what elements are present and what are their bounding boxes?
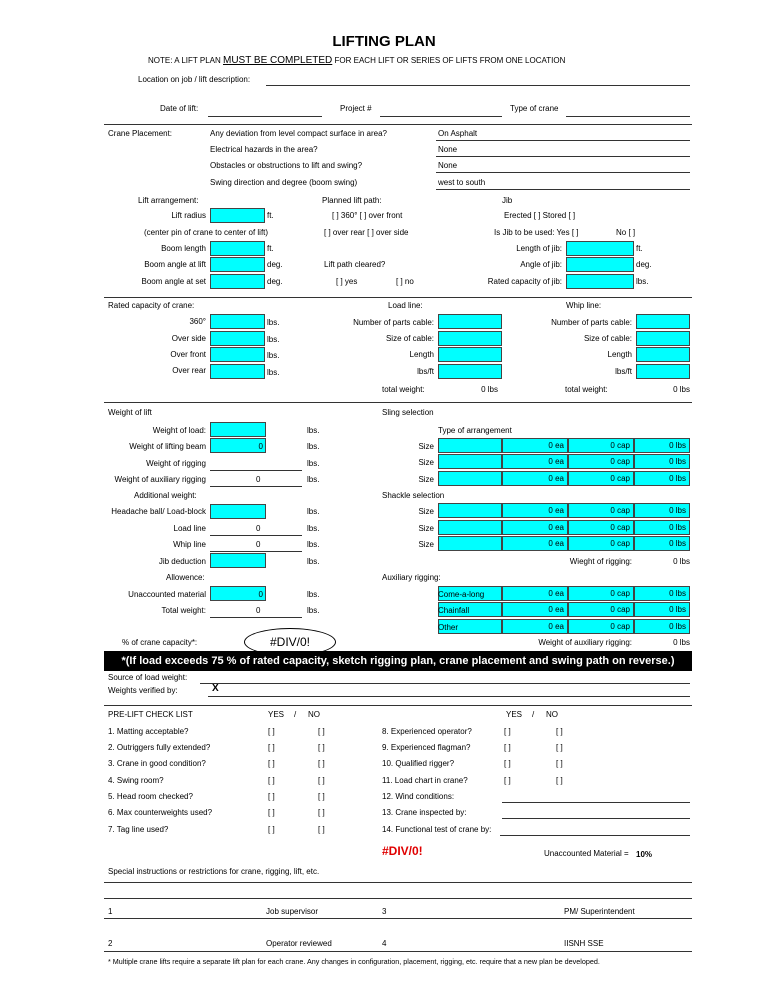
check-yes-box[interactable]: [ ] xyxy=(268,759,275,768)
aux-chainfall: Chainfall xyxy=(438,606,470,615)
load-parts-field[interactable] xyxy=(438,314,502,329)
weight-value: 0 lbs xyxy=(669,622,686,631)
check-item-right: 12. Wind conditions: xyxy=(382,792,455,801)
underline xyxy=(436,140,690,141)
crane-type-field[interactable] xyxy=(566,116,690,117)
check-item-left: 1. Matting acceptable? xyxy=(108,727,189,736)
check-no-box[interactable]: [ ] xyxy=(318,792,325,801)
no-header-2: NO xyxy=(546,710,558,719)
cap-360-field[interactable] xyxy=(210,314,265,329)
check-no-box[interactable]: [ ] xyxy=(318,759,325,768)
divider xyxy=(104,705,692,706)
note-emphasis: MUST BE COMPLETED xyxy=(223,55,333,66)
underline xyxy=(436,189,690,190)
jib-deduction-label: Jib deduction xyxy=(158,557,206,566)
total-weight-label: Total weight: xyxy=(161,606,206,615)
divider xyxy=(104,124,692,125)
check-no-box[interactable]: [ ] xyxy=(556,759,563,768)
size-label: Size xyxy=(418,475,434,484)
boom-angle-lift-label: Boom angle at lift xyxy=(144,260,206,269)
special-line-2[interactable] xyxy=(104,898,692,899)
check-item-left: 7. Tag line used? xyxy=(108,825,169,834)
cap-side-label: Over side xyxy=(171,334,206,343)
weight-value: 0 lbs xyxy=(669,441,686,450)
path-cleared-yes[interactable]: [ ] yes xyxy=(336,277,358,286)
check-item-right: 9. Experienced flagman? xyxy=(382,743,471,752)
sling-type-field[interactable] xyxy=(438,438,502,453)
note-suffix: FOR EACH LIFT OR SERIES OF LIFTS FROM ONE LOCATION xyxy=(334,56,566,65)
jib-used-no[interactable]: No [ ] xyxy=(616,228,636,237)
unaccounted-label: Unaccounted material xyxy=(128,590,206,599)
check-item-right: 10. Qualified rigger? xyxy=(382,759,455,768)
date-label: Date of lift: xyxy=(160,104,199,113)
qty-value: 0 ea xyxy=(548,605,564,614)
whip-line-weight-value: 0 xyxy=(256,540,261,549)
underline xyxy=(210,486,302,487)
load-lbsft-label: lbs/ft xyxy=(417,367,434,376)
qty-value: 0 ea xyxy=(548,474,564,483)
check-yes-box[interactable]: [ ] xyxy=(268,743,275,752)
unit-deg: deg. xyxy=(267,277,283,286)
sling-type-field[interactable] xyxy=(438,536,502,551)
unit-lbs: lbs. xyxy=(307,507,320,516)
jib-label: Jib xyxy=(502,196,513,205)
sig-label-2: Operator reviewed xyxy=(266,939,332,948)
boom-angle-set-field[interactable] xyxy=(210,274,265,289)
unit-deg: deg. xyxy=(636,260,652,269)
placement-q3: Obstacles or obstructions to lift and swing? xyxy=(210,161,363,170)
weight-value: 0 lbs xyxy=(669,605,686,614)
underline xyxy=(210,551,302,552)
qty-value: 0 ea xyxy=(548,523,564,532)
load-line-weight-value: 0 xyxy=(256,524,261,533)
sling-type-field[interactable] xyxy=(438,520,502,535)
size-label: Size xyxy=(418,524,434,533)
check-yes-box[interactable]: [ ] xyxy=(504,727,511,736)
whip-line-label: Whip line: xyxy=(566,301,602,310)
lift-radius-label: Lift radius xyxy=(171,211,206,220)
whip-size-field[interactable] xyxy=(636,331,690,346)
footnote: * Multiple crane lifts require a separate lift plan for each crane. Any changes in configuration, placement, rigging, etc. require that a new plan be developed. xyxy=(108,957,600,966)
capacity-value: 0 cap xyxy=(610,622,630,631)
whip-lbsft-label: lbs/ft xyxy=(615,367,632,376)
unit-lbs: lbs. xyxy=(307,540,320,549)
sling-label: Sling selection xyxy=(382,408,434,417)
unit-lbs: lbs. xyxy=(267,335,280,344)
placement-q4: Swing direction and degree (boom swing) xyxy=(210,178,358,187)
unit-ft: ft. xyxy=(267,211,274,220)
whip-parts-field[interactable] xyxy=(636,314,690,329)
capacity-value: 0 cap xyxy=(610,605,630,614)
whip-line-weight-label: Whip line xyxy=(173,540,206,549)
placement-a4[interactable]: west to south xyxy=(438,178,486,187)
arrangement-type-label: Type of arrangement xyxy=(438,426,512,435)
checklist-title: PRE-LIFT CHECK LIST xyxy=(108,710,193,719)
sig-label-1: Job supervisor xyxy=(266,907,319,916)
check-yes-box[interactable]: [ ] xyxy=(268,808,275,817)
verified-label: Weights verified by: xyxy=(108,686,178,695)
check-yes-box[interactable]: [ ] xyxy=(504,759,511,768)
divider xyxy=(104,297,692,298)
source-label: Source of load weight: xyxy=(108,673,188,682)
qty-value: 0 ea xyxy=(548,457,564,466)
unaccounted-material-label: Unaccounted Material = xyxy=(544,849,629,858)
whip-length-field[interactable] xyxy=(636,347,690,362)
cap-front-label: Over front xyxy=(170,350,206,359)
weight-beam-label: Weight of lifting beam xyxy=(129,442,206,451)
weight-load-label: Weight of load: xyxy=(152,426,206,435)
qty-value: 0 ea xyxy=(548,506,564,515)
yes-header: YES xyxy=(268,710,285,719)
unit-lbs: lbs. xyxy=(307,606,320,615)
load-length-field[interactable] xyxy=(438,347,502,362)
sig-number-1: 1 xyxy=(108,907,113,916)
whip-total-label: total weight: xyxy=(565,385,608,394)
unit-ft: ft. xyxy=(636,244,643,253)
check-item-right: 13. Crane inspected by: xyxy=(382,808,467,817)
size-label: Size xyxy=(418,507,434,516)
aux-come-a-long: Come-a-long xyxy=(438,590,485,599)
check-yes-box[interactable]: [ ] xyxy=(504,776,511,785)
check-no-box[interactable]: [ ] xyxy=(318,743,325,752)
path-cleared-label: Lift path cleared? xyxy=(324,260,386,269)
check-no-box[interactable]: [ ] xyxy=(318,808,325,817)
sig-number-3: 3 xyxy=(382,907,387,916)
size-label: Size xyxy=(418,442,434,451)
sig-line-1[interactable] xyxy=(104,918,692,919)
placement-a2[interactable]: None xyxy=(438,145,458,154)
unit-lbs: lbs. xyxy=(267,318,280,327)
unit-lbs: lbs. xyxy=(307,442,320,451)
check-item-left: 2. Outriggers fully extended? xyxy=(108,743,211,752)
load-length-label: Length xyxy=(409,350,434,359)
placement-a1[interactable]: On Asphalt xyxy=(438,129,478,138)
check-no-box[interactable]: [ ] xyxy=(318,825,325,834)
unaccounted-value: 0 xyxy=(258,590,263,599)
note xyxy=(148,56,565,66)
check-yes-box[interactable]: [ ] xyxy=(268,727,275,736)
boom-length-label: Boom length xyxy=(161,244,206,253)
check-answer-line[interactable] xyxy=(500,835,690,836)
check-answer-line[interactable] xyxy=(502,818,690,819)
capacity-value: 0 cap xyxy=(610,457,630,466)
whip-size-label: Size of cable: xyxy=(583,334,632,343)
sling-type-field[interactable] xyxy=(438,454,502,469)
capacity-value: 0 cap xyxy=(610,506,630,515)
load-size-field[interactable] xyxy=(438,331,502,346)
unit-deg: deg. xyxy=(267,260,283,269)
placement-q2: Electrical hazards in the area? xyxy=(210,145,318,154)
weight-label: Weight of lift xyxy=(108,408,152,417)
boom-length-field[interactable] xyxy=(210,241,265,256)
sling-type-field[interactable] xyxy=(438,471,502,486)
crane-type-label: Type of crane xyxy=(510,104,559,113)
unit-lbs: lbs. xyxy=(307,426,320,435)
unit-lbs: lbs. xyxy=(307,557,320,566)
jib-angle-label: Angle of jib: xyxy=(520,260,562,269)
jib-deduction-field[interactable] xyxy=(210,553,266,568)
path-cleared-no[interactable]: [ ] no xyxy=(396,277,414,286)
planned-path-label: Planned lift path: xyxy=(322,196,382,205)
sig-label-3: PM/ Superintendent xyxy=(564,907,635,916)
unit-ft: ft. xyxy=(267,244,274,253)
jib-rated-field[interactable] xyxy=(566,274,634,289)
headache-ball-label: Headache ball/ Load-block xyxy=(111,507,206,516)
shackle-label: Shackle selection xyxy=(382,491,445,500)
lift-radius-field[interactable] xyxy=(210,208,265,223)
sling-type-field[interactable] xyxy=(438,503,502,518)
cap-front-field[interactable] xyxy=(210,347,265,362)
check-yes-box[interactable]: [ ] xyxy=(268,825,275,834)
check-no-box[interactable]: [ ] xyxy=(318,776,325,785)
check-answer-line[interactable] xyxy=(502,802,690,803)
slash: / xyxy=(532,710,535,719)
weight-value: 0 lbs xyxy=(669,474,686,483)
capacity-value: 0 cap xyxy=(610,523,630,532)
sig-number-4: 4 xyxy=(382,939,387,948)
qty-value: 0 ea xyxy=(548,622,564,631)
special-instructions-label: Special instructions or restrictions for crane, rigging, lift, etc. xyxy=(108,867,320,876)
weight-value: 0 lbs xyxy=(669,457,686,466)
jib-used-yes[interactable]: Is Jib to be used: Yes [ ] xyxy=(494,228,579,237)
location-field[interactable] xyxy=(266,85,690,86)
sig-label-4: IISNH SSE xyxy=(564,939,604,948)
rated-capacity-label: Rated capacity of crane: xyxy=(108,301,195,310)
unit-lbs: lbs. xyxy=(267,368,280,377)
aux-weight-label: Weight of auxiliary rigging: xyxy=(538,638,632,647)
no-header: NO xyxy=(308,710,320,719)
load-line-label: Load line: xyxy=(388,301,423,310)
whip-total-value: 0 lbs xyxy=(673,385,690,394)
aux-other: Other xyxy=(438,623,459,632)
aux-weight-value: 0 lbs xyxy=(673,638,690,647)
underline xyxy=(436,172,690,173)
check-item-left: 6. Max counterweights used? xyxy=(108,808,213,817)
capacity-value: 0 cap xyxy=(610,589,630,598)
error-value: #DIV/0! xyxy=(382,844,423,858)
warning-banner: *(If load exceeds 75 % of rated capacity, sketch rigging plan, crane placement and swing path on reverse.) xyxy=(104,651,692,671)
placement-q1: Any deviation from level compact surface in area? xyxy=(210,129,387,138)
weight-load-field[interactable] xyxy=(210,422,266,437)
jib-rated-label: Rated capacity of jib: xyxy=(487,277,562,286)
check-item-left: 4. Swing room? xyxy=(108,776,164,785)
whip-parts-label: Number of parts cable: xyxy=(551,318,632,327)
weight-value: 0 lbs xyxy=(669,523,686,532)
allowance-label: Allowence: xyxy=(166,573,205,582)
unaccounted-material-value: 10% xyxy=(636,850,653,859)
check-no-box[interactable]: [ ] xyxy=(556,776,563,785)
sig-number-2: 2 xyxy=(108,939,113,948)
slash: / xyxy=(294,710,297,719)
qty-value: 0 ea xyxy=(548,539,564,548)
placement-label: Crane Placement: xyxy=(108,129,173,138)
unit-lbs: lbs. xyxy=(307,459,320,468)
load-size-label: Size of cable: xyxy=(385,334,434,343)
cap-rear-field[interactable] xyxy=(210,364,265,379)
headache-ball-field[interactable] xyxy=(210,504,266,519)
aux-rigging-label: Auxiliary rigging: xyxy=(382,573,441,582)
weight-value: 0 lbs xyxy=(669,539,686,548)
check-item-right: 14. Functional test of crane by: xyxy=(382,825,492,834)
project-label: Project # xyxy=(340,104,372,113)
weight-beam-value: 0 xyxy=(258,442,263,451)
project-field[interactable] xyxy=(380,116,502,117)
unit-lbs: lbs. xyxy=(267,351,280,360)
crane-capacity-pct-value: #DIV/0! xyxy=(244,628,336,656)
load-total-value: 0 lbs xyxy=(481,385,498,394)
jib-length-label: Length of jib: xyxy=(516,244,562,253)
check-yes-box[interactable]: [ ] xyxy=(268,776,275,785)
note-prefix: NOTE: A LIFT PLAN xyxy=(148,56,221,65)
cap-360-label: 360° xyxy=(189,317,206,326)
check-no-box[interactable]: [ ] xyxy=(556,743,563,752)
load-total-label: total weight: xyxy=(382,385,425,394)
divider xyxy=(104,402,692,403)
unit-lbs: lbs. xyxy=(307,475,320,484)
source-field[interactable] xyxy=(200,683,690,684)
load-parts-label: Number of parts cable: xyxy=(353,318,434,327)
load-line-weight-label: Load line xyxy=(173,524,206,533)
jib-erected-stored[interactable]: Erected [ ] Stored [ ] xyxy=(504,211,576,220)
check-yes-box[interactable]: [ ] xyxy=(268,792,275,801)
check-item-left: 5. Head room checked? xyxy=(108,792,193,801)
additional-weight-label: Additional weight: xyxy=(134,491,197,500)
capacity-value: 0 cap xyxy=(610,539,630,548)
underline xyxy=(210,535,302,536)
weight-value: 0 lbs xyxy=(669,589,686,598)
check-item-left: 3. Crane in good condition? xyxy=(108,759,206,768)
unit-lbs: lbs. xyxy=(307,524,320,533)
size-label: Size xyxy=(418,540,434,549)
rigging-weight-value: 0 lbs xyxy=(673,557,690,566)
check-no-box[interactable]: [ ] xyxy=(318,727,325,736)
cap-side-field[interactable] xyxy=(210,331,265,346)
whip-length-label: Length xyxy=(607,350,632,359)
weight-aux-label: Weight of auxiliary rigging xyxy=(114,475,206,484)
weight-value: 0 lbs xyxy=(669,506,686,515)
jib-length-field[interactable] xyxy=(566,241,634,256)
unit-lbs: lbs. xyxy=(636,277,649,286)
center-pin-note: (center pin of crane to center of lift) xyxy=(144,228,269,237)
qty-value: 0 ea xyxy=(548,441,564,450)
underline xyxy=(436,156,690,157)
verified-field[interactable] xyxy=(208,696,690,697)
special-line-1[interactable] xyxy=(104,882,692,883)
path-rear-side[interactable]: [ ] over rear [ ] over side xyxy=(324,228,409,237)
underline xyxy=(210,617,302,618)
location-label: Location on job / lift description: xyxy=(138,75,251,84)
boom-angle-lift-field[interactable] xyxy=(210,257,265,272)
date-field[interactable] xyxy=(208,116,322,117)
capacity-value: 0 cap xyxy=(610,474,630,483)
underline xyxy=(210,470,302,471)
placement-a3[interactable]: None xyxy=(438,161,458,170)
weight-aux-value: 0 xyxy=(256,475,261,484)
jib-angle-field[interactable] xyxy=(566,257,634,272)
check-yes-box[interactable]: [ ] xyxy=(504,743,511,752)
sig-line-2[interactable] xyxy=(104,951,692,952)
rigging-weight-label: Wieght of rigging: xyxy=(569,557,632,566)
cap-rear-label: Over rear xyxy=(172,366,206,375)
boom-angle-set-label: Boom angle at set xyxy=(141,277,206,286)
qty-value: 0 ea xyxy=(548,589,564,598)
load-lbsft-field[interactable] xyxy=(438,364,502,379)
crane-capacity-pct-label: % of crane capacity*: xyxy=(122,638,198,647)
unit-lbs: lbs. xyxy=(307,590,320,599)
arrangement-label: Lift arrangement: xyxy=(138,196,199,205)
total-weight-value: 0 xyxy=(256,606,261,615)
check-item-right: 8. Experienced operator? xyxy=(382,727,472,736)
whip-lbsft-field[interactable] xyxy=(636,364,690,379)
check-no-box[interactable]: [ ] xyxy=(556,727,563,736)
weight-rigging-label: Weight of rigging xyxy=(146,459,206,468)
path-360-front[interactable]: [ ] 360° [ ] over front xyxy=(332,211,403,220)
verified-mark: X xyxy=(212,683,219,694)
yes-header-2: YES xyxy=(506,710,523,719)
size-label: Size xyxy=(418,458,434,467)
capacity-value: 0 cap xyxy=(610,441,630,450)
page-title: LIFTING PLAN xyxy=(332,33,436,50)
check-item-right: 11. Load chart in crane? xyxy=(382,776,468,785)
